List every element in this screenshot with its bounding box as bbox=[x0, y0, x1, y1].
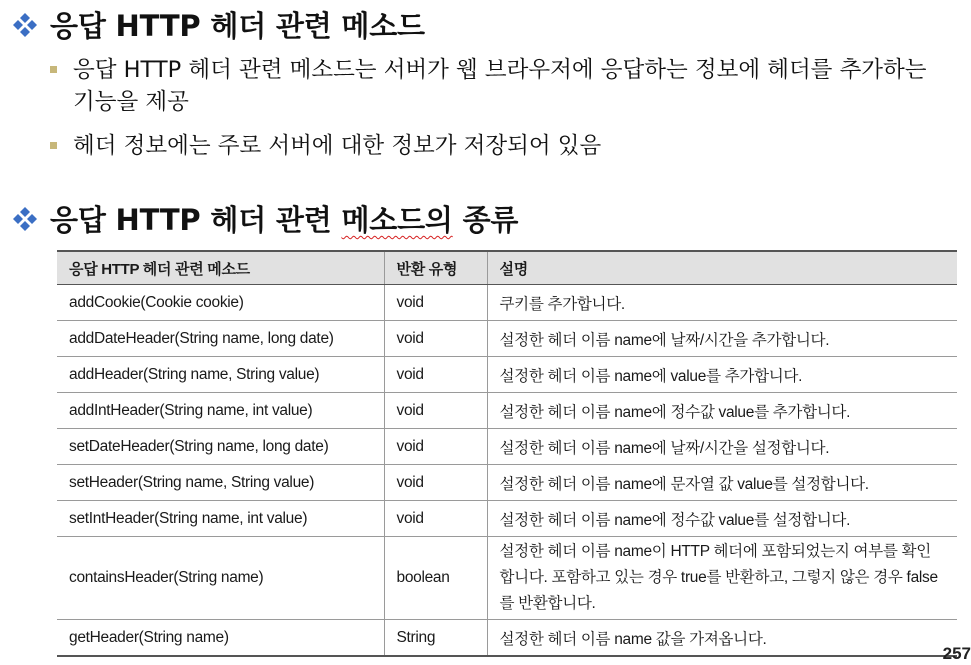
method-cell: setIntHeader(String name, int value) bbox=[57, 501, 384, 537]
return-type-cell: void bbox=[384, 285, 487, 321]
return-type-cell: boolean bbox=[384, 537, 487, 620]
method-table bbox=[57, 250, 957, 657]
table-row bbox=[57, 465, 957, 501]
page-number: 257 bbox=[942, 644, 971, 663]
column-header-description: 설명 bbox=[487, 251, 957, 285]
section-heading-2-text bbox=[50, 198, 518, 239]
bullet-item bbox=[50, 130, 949, 162]
return-type-cell: void bbox=[384, 321, 487, 357]
table-row bbox=[57, 620, 957, 657]
return-type-cell: void bbox=[384, 501, 487, 537]
table-row bbox=[57, 285, 957, 321]
method-cell: addHeader(String name, String value) bbox=[57, 357, 384, 393]
description-cell: 설정한 헤더 이름 name 값을 가져옵니다. bbox=[487, 620, 957, 657]
return-type-cell: void bbox=[384, 357, 487, 393]
description-cell: 설정한 헤더 이름 name에 날짜/시간을 설정합니다. bbox=[487, 429, 957, 465]
spellcheck-marked-word: 메소드의 bbox=[341, 203, 453, 237]
return-type-cell: void bbox=[384, 429, 487, 465]
square-bullet-icon bbox=[50, 66, 57, 73]
table-row bbox=[57, 429, 957, 465]
description-cell: 설정한 헤더 이름 name에 문자열 값 value를 설정합니다. bbox=[487, 465, 957, 501]
method-cell: addIntHeader(String name, int value) bbox=[57, 393, 384, 429]
section-heading-1 bbox=[12, 4, 425, 45]
diamond-cluster-icon bbox=[12, 12, 38, 38]
method-cell: setDateHeader(String name, long date) bbox=[57, 429, 384, 465]
return-type-cell: void bbox=[384, 465, 487, 501]
description-cell: 설정한 헤더 이름 name에 value를 추가합니다. bbox=[487, 357, 957, 393]
diamond-cluster-icon bbox=[12, 206, 38, 232]
table-row bbox=[57, 393, 957, 429]
section-heading-1-text: 응답 HTTP 헤더 관련 메소드 bbox=[50, 9, 425, 43]
method-cell: getHeader(String name) bbox=[57, 620, 384, 657]
heading-plain-part: 응답 HTTP 헤더 관련 bbox=[50, 203, 342, 237]
description-cell: 쿠키를 추가합니다. bbox=[487, 285, 957, 321]
method-cell: addDateHeader(String name, long date) bbox=[57, 321, 384, 357]
return-type-cell: String bbox=[384, 620, 487, 657]
return-type-cell: void bbox=[384, 393, 487, 429]
bullet-text: 헤더 정보에는 주로 서버에 대한 정보가 저장되어 있음 bbox=[73, 133, 602, 159]
method-cell: setHeader(String name, String value) bbox=[57, 465, 384, 501]
heading-tail-part: 종류 bbox=[452, 203, 519, 237]
bullet-text: 응답 HTTP 헤더 관련 메소드는 서버가 웹 브라우저에 응답하는 정보에 헤더를 추가하는 기능을 제공 bbox=[73, 57, 927, 115]
square-bullet-icon bbox=[50, 142, 57, 149]
table-row bbox=[57, 537, 957, 620]
table-row bbox=[57, 357, 957, 393]
description-cell: 설정한 헤더 이름 name이 HTTP 헤더에 포함되었는지 여부를 확인합니다. 포함하고 있는 경우 true를 반환하고, 그렇지 않은 경우 false를 반환합니다. bbox=[487, 537, 957, 620]
column-header-method: 응답 HTTP 헤더 관련 메소드 bbox=[57, 251, 384, 285]
method-cell: containsHeader(String name) bbox=[57, 537, 384, 620]
description-cell: 설정한 헤더 이름 name에 정수값 value를 추가합니다. bbox=[487, 393, 957, 429]
table-row bbox=[57, 501, 957, 537]
bullet-item bbox=[50, 54, 949, 118]
description-cell: 설정한 헤더 이름 name에 날짜/시간을 추가합니다. bbox=[487, 321, 957, 357]
column-header-return-type: 반환 유형 bbox=[384, 251, 487, 285]
table-row bbox=[57, 321, 957, 357]
table-header-row bbox=[57, 251, 957, 285]
description-cell: 설정한 헤더 이름 name에 정수값 value를 설정합니다. bbox=[487, 501, 957, 537]
section-heading-2 bbox=[12, 198, 518, 239]
method-cell: addCookie(Cookie cookie) bbox=[57, 285, 384, 321]
